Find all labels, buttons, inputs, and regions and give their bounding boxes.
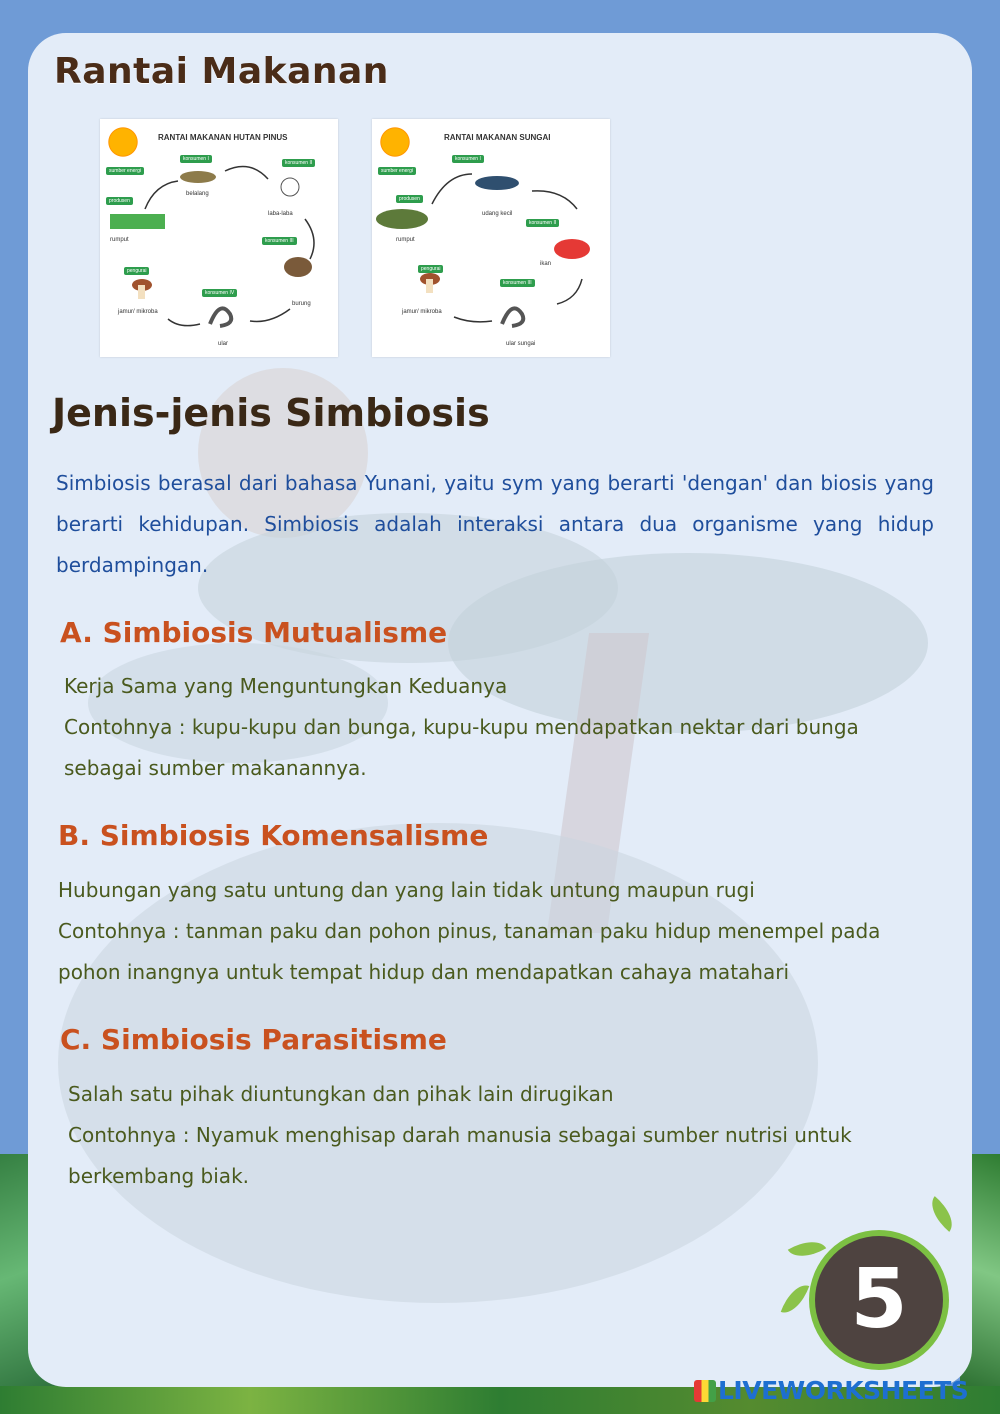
section-b-example: Contohnya : tanman paku dan pohon pinus, tanaman paku hidup menempel pada pohon inangnya untuk tempat hidup dan mendapatkan cahaya matahari (58, 919, 881, 984)
label-jamur: jamur/ mikroba (118, 309, 158, 315)
label-konsumen-4: konsumen IV (202, 289, 237, 297)
label-konsumen-1: konsumen I (452, 155, 484, 163)
section-c-desc: Salah satu pihak diuntungkan dan pihak lain dirugikan (68, 1082, 614, 1106)
section-a-title: A. Simbiosis Mutualisme (60, 616, 448, 649)
section-c-title: C. Simbiosis Parasitisme (60, 1023, 447, 1056)
label-jamur: jamur/ mikroba (402, 309, 442, 315)
section-a-body (64, 666, 914, 789)
sun-icon (378, 125, 412, 159)
label-pengurai: pengurai (418, 265, 443, 273)
shrimp-icon (475, 176, 519, 190)
spider-icon (281, 178, 299, 196)
section-a-example: Contohnya : kupu-kupu dan bunga, kupu-kupu mendapatkan nektar dari bunga sebagai sumber makanannya. (64, 715, 859, 780)
foodchain-image-hutan-pinus (100, 119, 338, 357)
grass-icon (110, 214, 165, 229)
label-burung: burung (292, 301, 311, 307)
section-b-body (58, 870, 938, 993)
rantai-makanan-title: Rantai Makanan (54, 51, 389, 92)
label-udang-kecil: udang kecil (482, 211, 513, 217)
algae-icon (376, 209, 428, 229)
label-konsumen-1: konsumen I (180, 155, 212, 163)
label-rumput: rumput (110, 237, 129, 243)
section-c-example: Contohnya : Nyamuk menghisap darah manusia sebagai sumber nutrisi untuk berkembang biak. (68, 1123, 852, 1188)
label-belalang: belalang (186, 191, 209, 197)
label-ular: ular (218, 341, 229, 347)
section-a-desc: Kerja Sama yang Menguntungkan Keduanya (64, 674, 508, 698)
label-konsumen-3: konsumen III (500, 279, 535, 287)
fish-icon (554, 239, 590, 259)
liveworksheets-logo-icon (694, 1380, 716, 1402)
label-sumber-energi: sumber energi (106, 167, 144, 175)
label-konsumen-3: konsumen III (262, 237, 297, 245)
snake-icon (210, 308, 231, 326)
sun-icon (106, 125, 140, 159)
foodchain-image-sungai (372, 119, 610, 357)
label-ular-sungai: ular sungai (506, 341, 536, 347)
section-c-body (68, 1074, 948, 1197)
content-card (28, 33, 972, 1387)
page-number-badge: 5 (815, 1236, 943, 1364)
liveworksheets-logo[interactable] (694, 1376, 968, 1406)
label-konsumen-2: konsumen II (526, 219, 559, 227)
grasshopper-icon (180, 171, 216, 183)
section-b-desc: Hubungan yang satu untung dan yang lain tidak untung maupun rugi (58, 878, 755, 902)
snake-icon (502, 308, 523, 326)
label-ikan: ikan (540, 261, 552, 267)
intro-paragraph: Simbiosis berasal dari bahasa Yunani, yaitu sym yang berarti 'dengan' dan biosis yang berarti kehidupan. Simbiosis adalah interaksi antara dua organisme yang hidup berdampingan. (56, 471, 934, 577)
label-pengurai: pengurai (124, 267, 149, 275)
label-sumber-energi: sumber energi (378, 167, 416, 175)
brand-text: LIVEWORKSHEETS (718, 1376, 969, 1405)
foodchain-title: RANTAI MAKANAN SUNGAI (444, 133, 551, 142)
foodchain-arrows (100, 119, 338, 357)
section-b-title: B. Simbiosis Komensalisme (58, 819, 489, 852)
label-laba-laba: laba-laba (268, 211, 293, 217)
label-rumput: rumput (396, 237, 415, 243)
foodchain-title: RANTAI MAKANAN HUTAN PINUS (158, 133, 288, 142)
label-produsen: produsen (106, 197, 133, 205)
label-produsen: produsen (396, 195, 423, 203)
bird-icon (284, 257, 312, 277)
label-konsumen-2: konsumen II (282, 159, 315, 167)
jenis-simbiosis-heading: Jenis-jenis Simbiosis (52, 391, 490, 435)
